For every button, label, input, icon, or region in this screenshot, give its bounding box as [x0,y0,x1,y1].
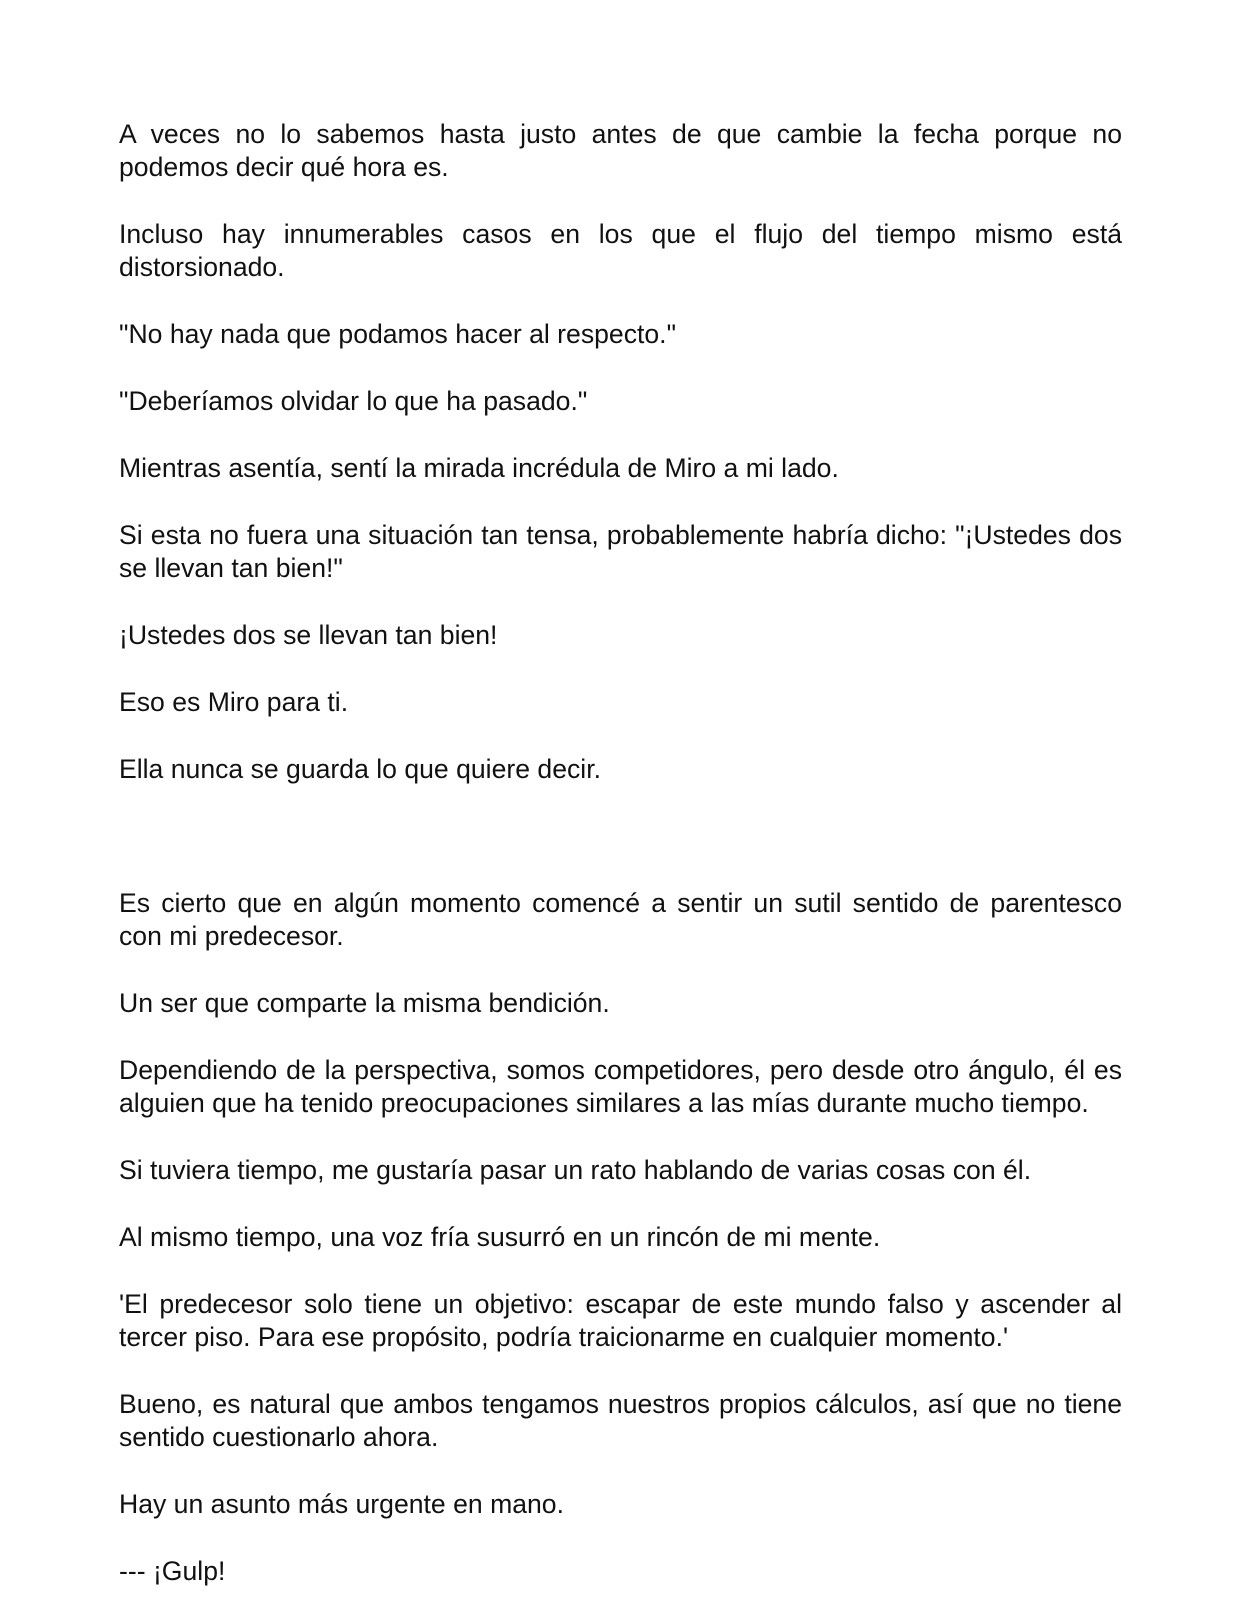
paragraph: Si esta no fuera una situación tan tensa, probablemente habría dicho: "¡Ustedes dos se llevan tan bien!" [119,520,1122,583]
paragraph: Es cierto que en algún momento comencé a sentir un sutil sentido de parentesco con mi predecesor. [119,888,1122,951]
paragraph: "Deberíamos olvidar lo que ha pasado." [119,386,588,416]
paragraph: Bueno, es natural que ambos tengamos nuestros propios cálculos, así que no tiene sentido cuestionarlo ahora. [119,1389,1122,1452]
paragraph: 'El predecesor solo tiene un objetivo: escapar de este mundo falso y ascender al tercer piso. Para ese propósito, podría traicionarme en cualquier momento.' [119,1289,1122,1352]
paragraph: Hay un asunto más urgente en mano. [119,1489,564,1519]
document-page [119,118,1122,1622]
paragraph: A veces no lo sabemos hasta justo antes de que cambie la fecha porque no podemos decir qué hora es. [119,119,1122,182]
paragraph: Al mismo tiempo, una voz fría susurró en un rincón de mi mente. [119,1222,881,1252]
paragraph: Dependiendo de la perspectiva, somos competidores, pero desde otro ángulo, él es alguien que ha tenido preocupaciones similares a las mías durante mucho tiempo. [119,1055,1122,1118]
paragraph: Un ser que comparte la misma bendición. [119,988,610,1018]
paragraph: Eso es Miro para ti. [119,687,349,717]
paragraph: ¡Ustedes dos se llevan tan bien! [119,620,498,650]
paragraph: Mientras asentía, sentí la mirada incrédula de Miro a mi lado. [119,453,839,483]
paragraph: Si tuviera tiempo, me gustaría pasar un rato hablando de varias cosas con él. [119,1155,1032,1185]
paragraph: --- ¡Gulp! [119,1556,226,1586]
paragraph: Ella nunca se guarda lo que quiere decir. [119,754,601,784]
paragraph: "No hay nada que podamos hacer al respecto." [119,319,677,349]
scene-break [119,820,1122,887]
paragraph: Incluso hay innumerables casos en los que el flujo del tiempo mismo está distorsionado. [119,219,1122,282]
